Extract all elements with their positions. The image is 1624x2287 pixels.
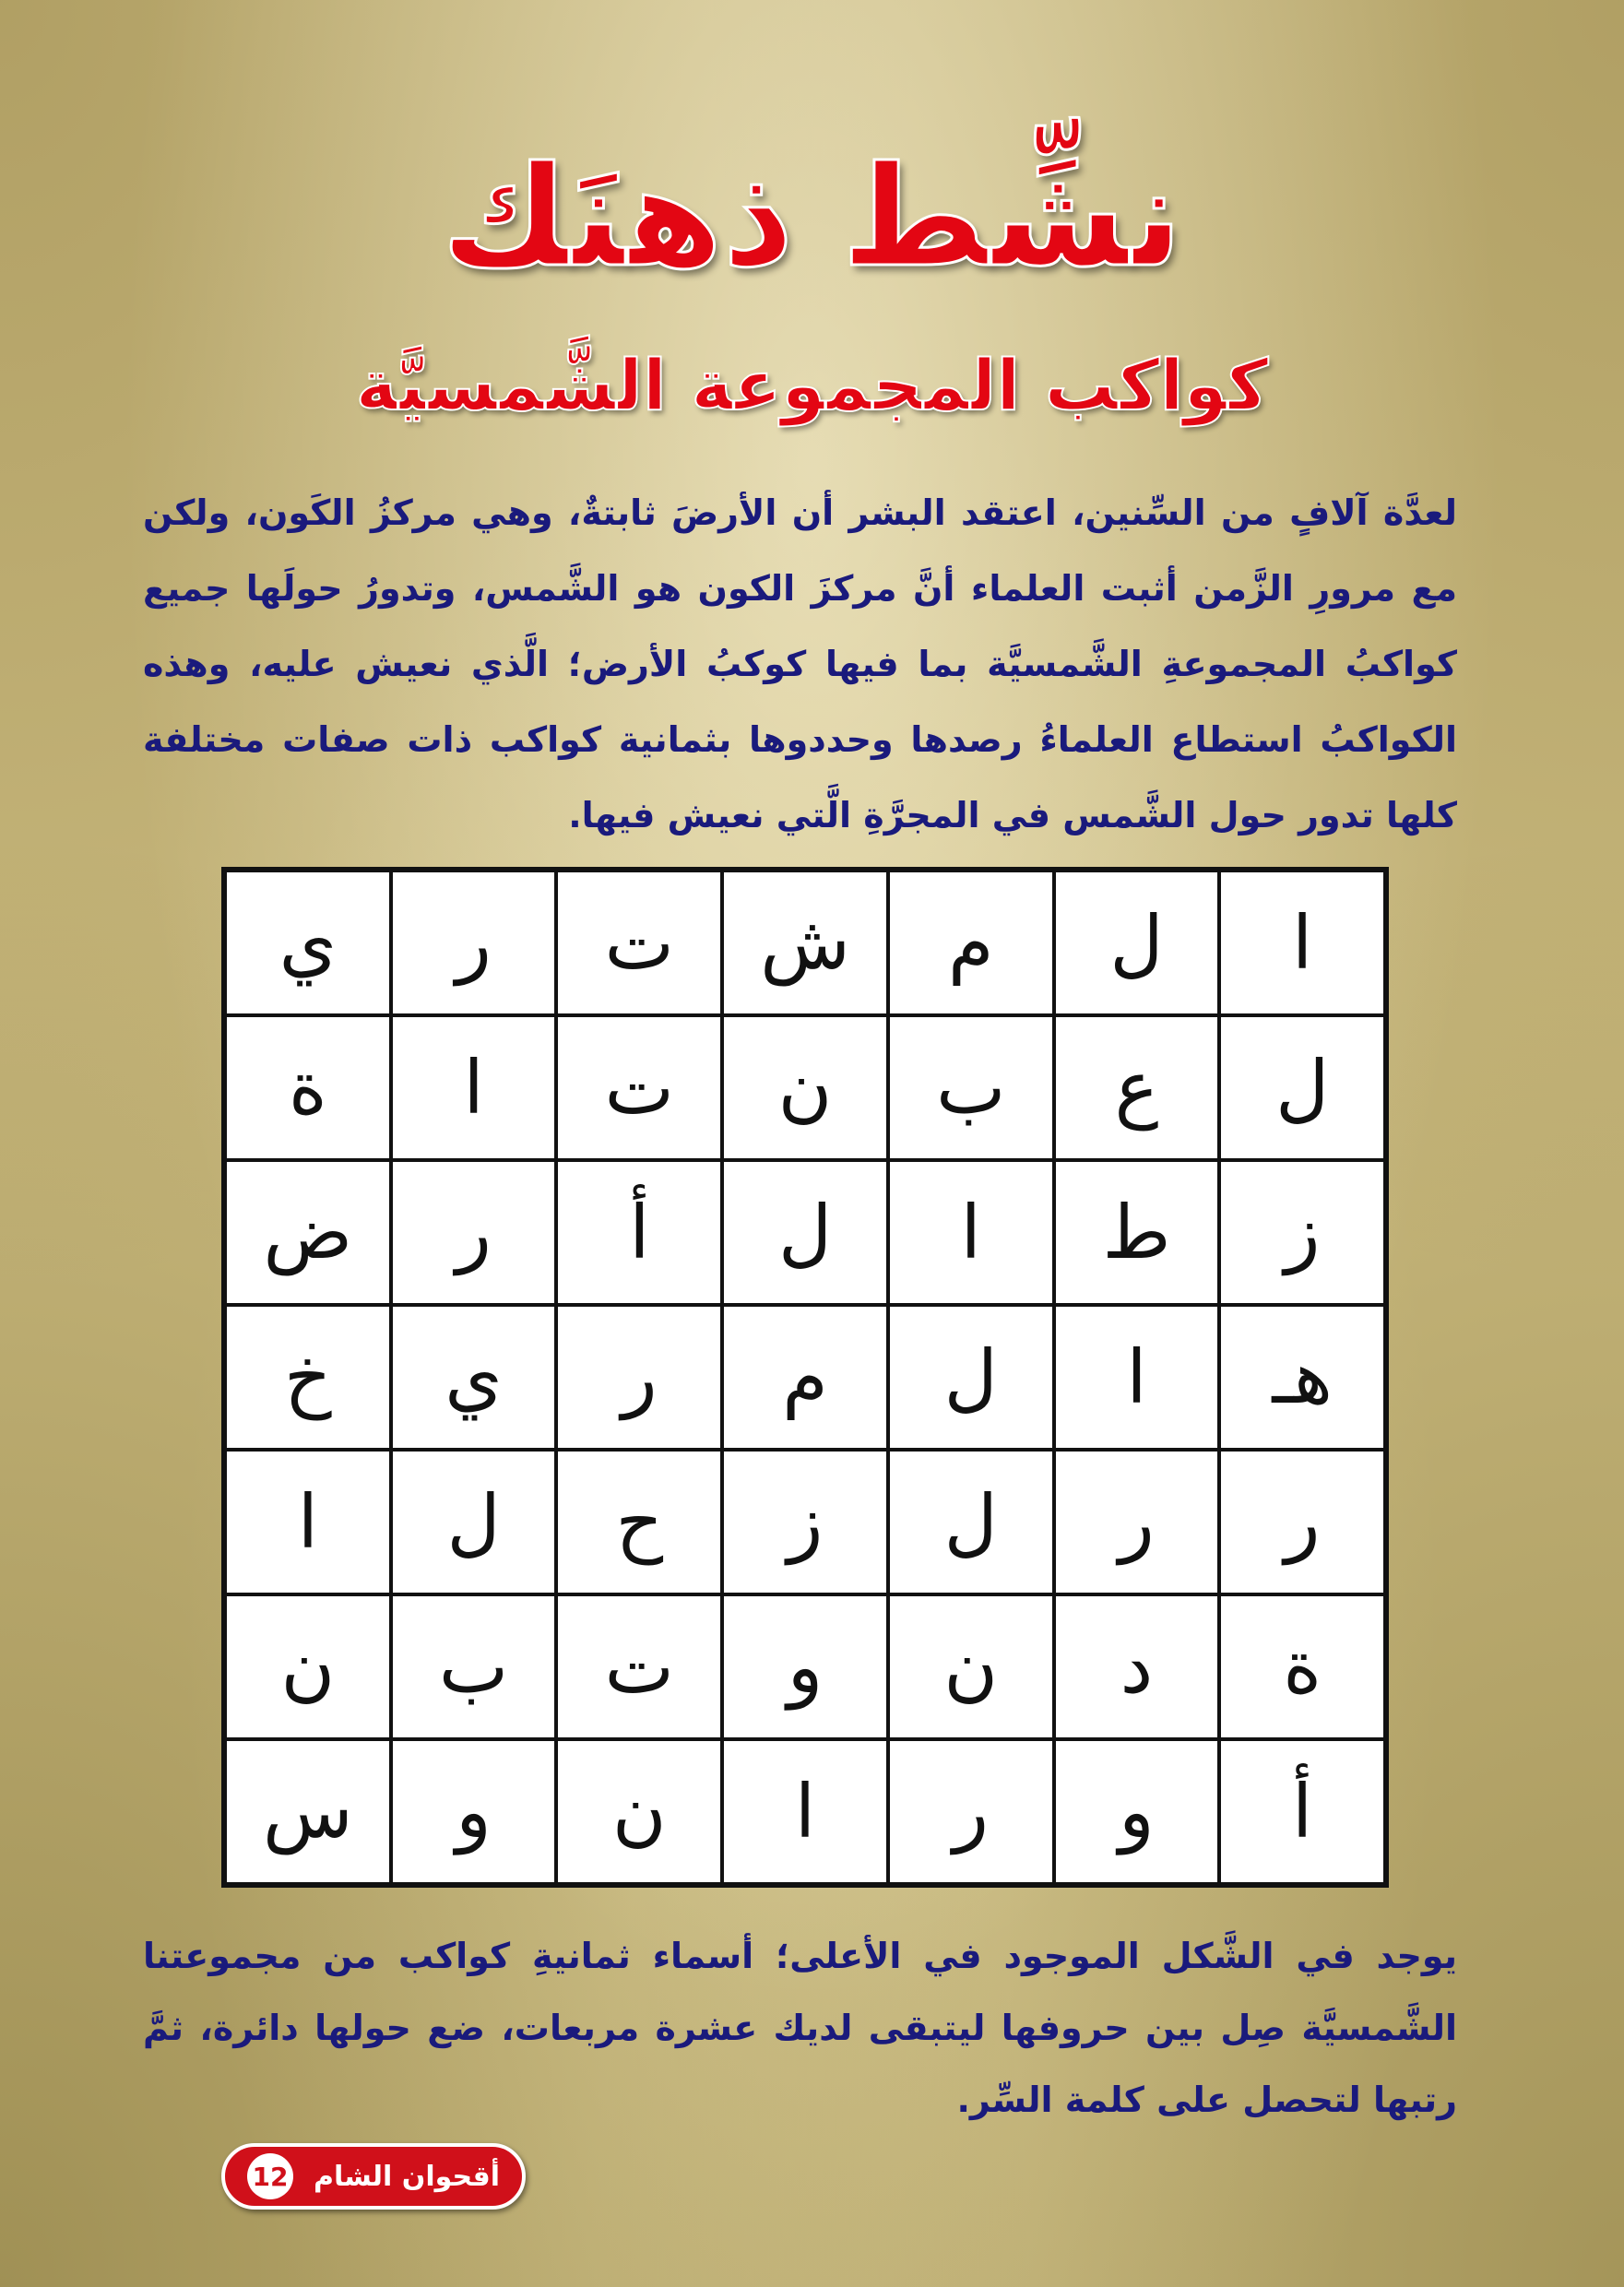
grid-cell[interactable]: ت [556,1015,722,1160]
grid-cell[interactable]: ش [722,871,888,1015]
grid-cell[interactable]: ا [1219,871,1385,1015]
grid-cell[interactable]: ل [1219,1015,1385,1160]
grid-cell[interactable]: ا [722,1739,888,1884]
grid-cell[interactable]: ا [1054,1305,1220,1450]
grid-cell[interactable]: ل [888,1450,1054,1594]
grid-cell[interactable]: أ [556,1160,722,1305]
grid-cell[interactable]: ل [1054,871,1220,1015]
grid-cell[interactable]: ر [391,1160,557,1305]
page-subtitle: كواكب المجموعة الشَّمسيَّة [355,344,1269,426]
magazine-name: أقحوان الشام [313,2160,501,2193]
grid-cell[interactable]: ل [888,1305,1054,1450]
word-search-cells [225,871,1385,1884]
grid-cell[interactable]: ة [1219,1594,1385,1739]
grid-cell[interactable]: و [722,1594,888,1739]
grid-cell[interactable]: و [391,1739,557,1884]
grid-cell[interactable]: ت [556,871,722,1015]
grid-cell[interactable]: ز [1219,1160,1385,1305]
grid-cell[interactable]: ا [225,1450,391,1594]
instructions-paragraph: يوجد في الشَّكل الموجود في الأعلى؛ أسماء ثمانيةِ كواكب من مجموعتنا الشَّمسيَّة صِل بين حروفها ليتبقى لديك عشرة مربعات، ضع حولها دائرة، ثمَّ رتبها لتحصل على كلمة السِّر. [143,1936,1457,2120]
page-title: نشِّط ذهنَك [441,137,1183,298]
grid-cell[interactable]: ي [391,1305,557,1450]
grid-cell[interactable]: ة [225,1015,391,1160]
grid-cell[interactable]: ز [722,1450,888,1594]
grid-cell[interactable]: ب [888,1015,1054,1160]
grid-cell[interactable]: ض [225,1160,391,1305]
grid-cell[interactable]: ل [722,1160,888,1305]
intro-paragraph: لعدَّة آلافٍ من السِّنين، اعتقد البشر أن الأرضَ ثابتةٌ، وهي مركزُ الكَون، ولكن مع مرورِ الزَّمن أثبت العلماء أنَّ مركزَ الكون هو الشَّمس، وتدورُ حولَها جميع كواكبُ المجموعةِ الشَّمسيَّة بما فيها كوكبُ الأرض؛ الَّذي نعيش عليه، وهذه الكواكبُ استطاع العلماءُ رصدها وحددوها بثمانية كواكب ذات صفات مختلفة كلها تدور حول الشَّمس في المجرَّةِ الَّتي نعيش فيها. [143,492,1457,835]
grid-cell[interactable]: س [225,1739,391,1884]
grid-cell[interactable]: ر [556,1305,722,1450]
grid-cell[interactable]: ت [556,1594,722,1739]
grid-cell[interactable]: د [1054,1594,1220,1739]
grid-cell[interactable]: ر [1219,1450,1385,1594]
grid-cell[interactable]: ن [722,1015,888,1160]
grid-cell[interactable]: ي [225,871,391,1015]
grid-cell[interactable]: ا [391,1015,557,1160]
grid-cell[interactable]: أ [1219,1739,1385,1884]
page-number: 12 [247,2153,293,2199]
grid-cell[interactable]: م [722,1305,888,1450]
grid-cell[interactable]: هـ [1219,1305,1385,1450]
grid-cell[interactable]: ن [225,1594,391,1739]
grid-cell[interactable]: ا [888,1160,1054,1305]
grid-cell[interactable]: ر [1054,1450,1220,1594]
grid-cell[interactable]: ر [391,871,557,1015]
grid-cell[interactable]: ن [556,1739,722,1884]
grid-cell[interactable]: ع [1054,1015,1220,1160]
grid-cell[interactable]: م [888,871,1054,1015]
grid-cell[interactable]: ب [391,1594,557,1739]
grid-cell[interactable]: ر [888,1739,1054,1884]
grid-cell[interactable]: و [1054,1739,1220,1884]
page-footer-badge [221,2143,526,2210]
grid-cell[interactable]: ط [1054,1160,1220,1305]
grid-cell[interactable]: ل [391,1450,557,1594]
grid-cell[interactable]: ح [556,1450,722,1594]
grid-cell[interactable]: خ [225,1305,391,1450]
grid-cell[interactable]: ن [888,1594,1054,1739]
word-search-grid [221,867,1389,1888]
